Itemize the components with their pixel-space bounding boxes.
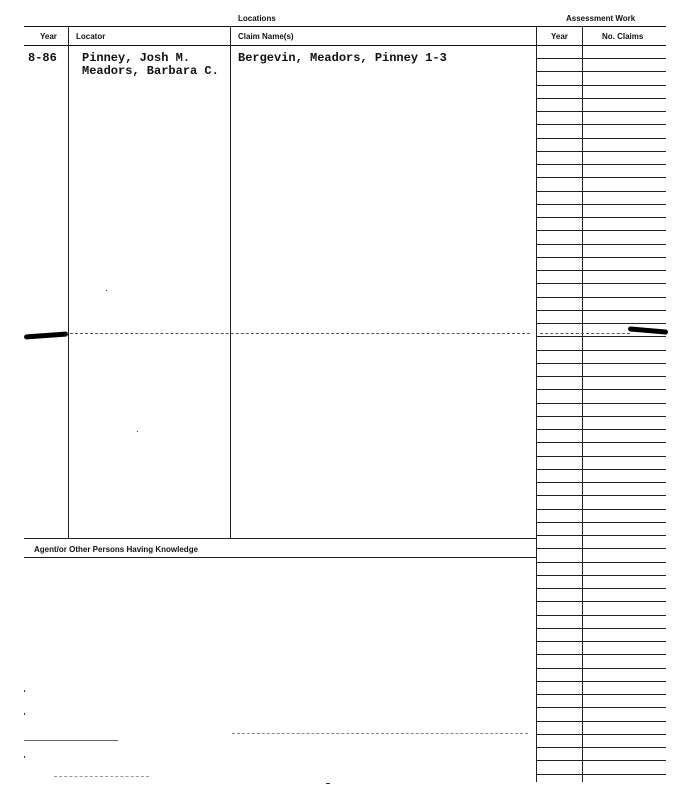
scan-artifact-dashes: [232, 733, 528, 734]
assessment-row-rule: [536, 151, 666, 152]
scan-speck: [24, 690, 25, 692]
entry-locator-1: Pinney, Josh M.: [82, 51, 191, 65]
scan-speck: [106, 290, 107, 291]
assessment-row-rule: [536, 707, 666, 708]
fold-mark-left: [24, 331, 68, 339]
assessment-row-rule: [536, 548, 666, 549]
assessment-row-rule: [536, 164, 666, 165]
assessment-row-rule: [536, 654, 666, 655]
assessment-row-rule: [536, 668, 666, 669]
fold-mark-right: [628, 326, 668, 334]
scan-speck: [24, 713, 25, 715]
assessment-row-rule: [536, 442, 666, 443]
assessment-row-rule: [536, 270, 666, 271]
assessment-row-rule: [536, 747, 666, 748]
assessment-row-rule: [536, 734, 666, 735]
assessment-row-rule: [536, 641, 666, 642]
assessment-row-rule: [536, 230, 666, 231]
assessment-row-rule: [536, 336, 666, 337]
assessment-row-rule: [536, 522, 666, 523]
assessment-row-rule: [536, 363, 666, 364]
scan-speck: [24, 756, 25, 758]
agent-header-rule: [24, 557, 536, 558]
assessment-row-rule: [536, 588, 666, 589]
claim-names-column-header: Claim Name(s): [238, 32, 294, 41]
scan-speck: [137, 431, 138, 432]
assessment-row-rule: [536, 217, 666, 218]
assessment-row-rule: [536, 469, 666, 470]
locator-claims-divider: [230, 27, 231, 538]
assessment-row-rule: [536, 615, 666, 616]
assessment-row-rule: [536, 124, 666, 125]
assessment-year-column-header: Year: [551, 32, 568, 41]
fold-dashed-line: [70, 333, 530, 334]
year-column-header: Year: [40, 32, 57, 41]
locator-column-header: Locator: [76, 32, 106, 41]
assessment-row-rule: [536, 191, 666, 192]
entry-locator-2: Meadors, Barbara C.: [82, 64, 219, 78]
assessment-row-rule: [536, 774, 666, 775]
locations-table-bottom: [24, 538, 536, 539]
assessment-row-rule: [536, 535, 666, 536]
assessment-row-rule: [536, 138, 666, 139]
assessment-row-rule: [536, 283, 666, 284]
assessment-row-rule: [536, 575, 666, 576]
assessment-row-rule: [536, 310, 666, 311]
assessment-row-rule: [536, 681, 666, 682]
entry-year: 8-86: [28, 51, 57, 65]
assessment-row-rule: [536, 350, 666, 351]
assessment-row-rule: [536, 257, 666, 258]
header-rule: [24, 45, 666, 46]
assessment-row-rule: [536, 297, 666, 298]
assessment-row-rule: [536, 601, 666, 602]
assessment-row-rule: [536, 71, 666, 72]
assessment-row-rule: [536, 456, 666, 457]
entry-claim-name: Bergevin, Meadors, Pinney 1-3: [238, 51, 447, 65]
assessment-row-rule: [536, 721, 666, 722]
assessment-row-rule: [536, 323, 666, 324]
assessment-row-rule: [536, 509, 666, 510]
assessment-row-rule: [536, 403, 666, 404]
assessment-row-rule: [536, 694, 666, 695]
scan-speck: [326, 783, 330, 784]
assessment-row-rule: [536, 98, 666, 99]
scan-artifact-line: [24, 740, 118, 741]
assessment-work-header: Assessment Work: [566, 14, 636, 23]
no-claims-column-header: No. Claims: [602, 32, 644, 41]
assessment-row-rule: [536, 376, 666, 377]
assessment-row-rule: [536, 85, 666, 86]
assessment-row-rule: [536, 244, 666, 245]
assessment-row-rule: [536, 482, 666, 483]
assessment-row-rule: [536, 429, 666, 430]
assessment-row-rule: [536, 495, 666, 496]
scan-artifact-dashes-bottom: [54, 776, 149, 777]
fold-dashed-line-right: [540, 333, 630, 334]
assessment-row-rule: [536, 628, 666, 629]
assessment-row-rule: [536, 562, 666, 563]
top-rule: [24, 26, 666, 27]
agent-header: Agent/or Other Persons Having Knowledge: [34, 545, 199, 554]
year-locator-divider: [68, 27, 69, 538]
assessment-row-rule: [536, 204, 666, 205]
assessment-row-rule: [536, 389, 666, 390]
locations-header: Locations: [238, 14, 276, 23]
assessment-row-rule: [536, 111, 666, 112]
assessment-row-rule: [536, 58, 666, 59]
assessment-row-rule: [536, 416, 666, 417]
assessment-row-rule: [536, 177, 666, 178]
assessment-row-rule: [536, 760, 666, 761]
